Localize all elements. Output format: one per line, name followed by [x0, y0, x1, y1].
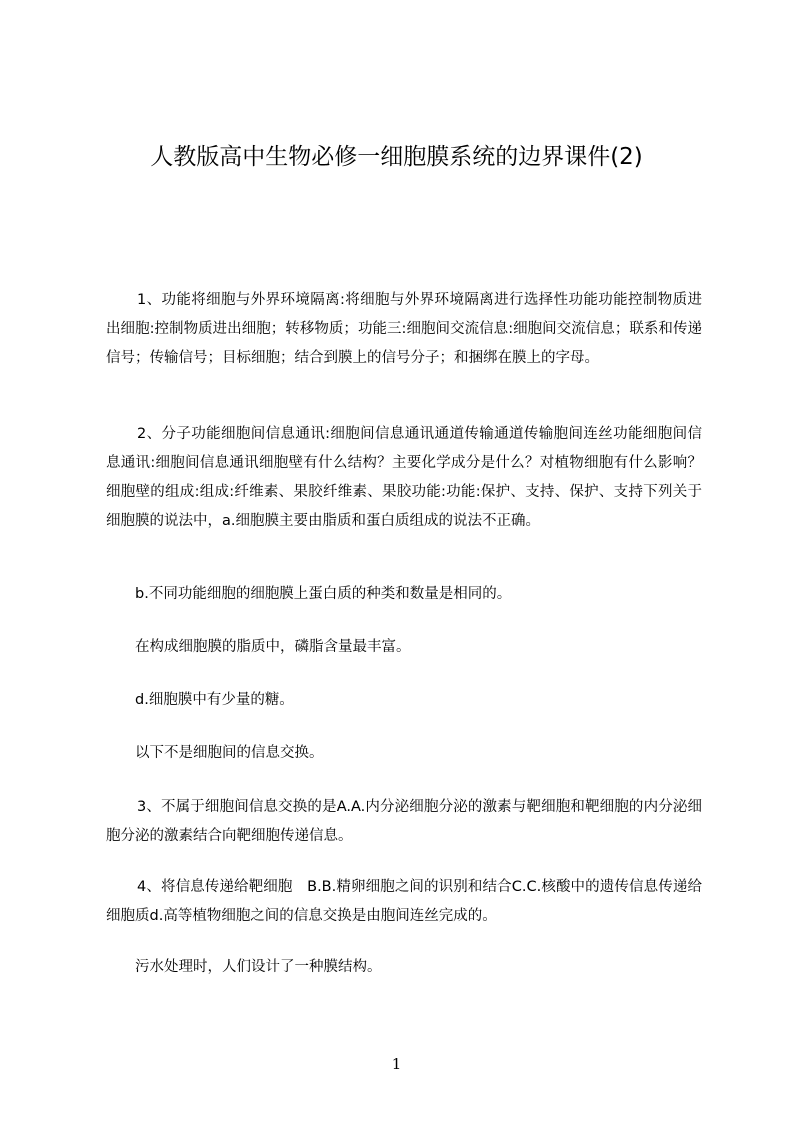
paragraph-1: 1、功能将细胞与外界环境隔离:将细胞与外界环境隔离进行选择性功能功能控制物质进出细胞:控制物质进出细胞；转移物质；功能三:细胞间交流信息:细胞间交流信息；联系和传递信号；传输信号；目标细胞；结合到膜上的信号分子；和捆绑在膜上的字母。 [106, 292, 702, 366]
paragraph-3: b.不同功能细胞的细胞膜上蛋白质的种类和数量是相同的。 [135, 586, 512, 602]
paragraph-8: 4、将信息传递给靶细胞 B.B.精卵细胞之间的识别和结合C.C.核酸中的遗传信息传递给细胞质d.高等植物细胞之间的信息交换是由胞间连丝完成的。 [106, 879, 702, 924]
paragraph-2: 2、分子功能细胞间信息通讯:细胞间信息通讯通道传输通道传输胞间连丝功能细胞间信息通讯:细胞间信息通讯细胞壁有什么结构？主要化学成分是什么？对植物细胞有什么影响？细胞壁的组成:组成:纤维素、果胶纤维素、果胶功能:功能:保护、支持、保护、支持下列关于细胞膜的说法中，a.细胞膜主要由脂质和蛋白质组成的说法不正确。 [106, 426, 702, 529]
paragraph-9: 污水处理时，人们设计了一种膜结构。 [135, 959, 382, 975]
paragraph-5: d.细胞膜中有少量的糖。 [135, 692, 294, 708]
page-number: 1 [391, 1055, 402, 1073]
paragraph-7: 3、不属于细胞间信息交换的是A.A.内分泌细胞分泌的激素与靶细胞和靶细胞的内分泌细胞分泌的激素结合向靶细胞传递信息。 [106, 799, 702, 844]
document-title: 人教版高中生物必修一细胞膜系统的边界课件(2) [150, 144, 643, 170]
paragraph-4: 在构成细胞膜的脂质中，磷脂含量最丰富。 [135, 639, 411, 655]
paragraph-6: 以下不是细胞间的信息交换。 [135, 745, 324, 761]
